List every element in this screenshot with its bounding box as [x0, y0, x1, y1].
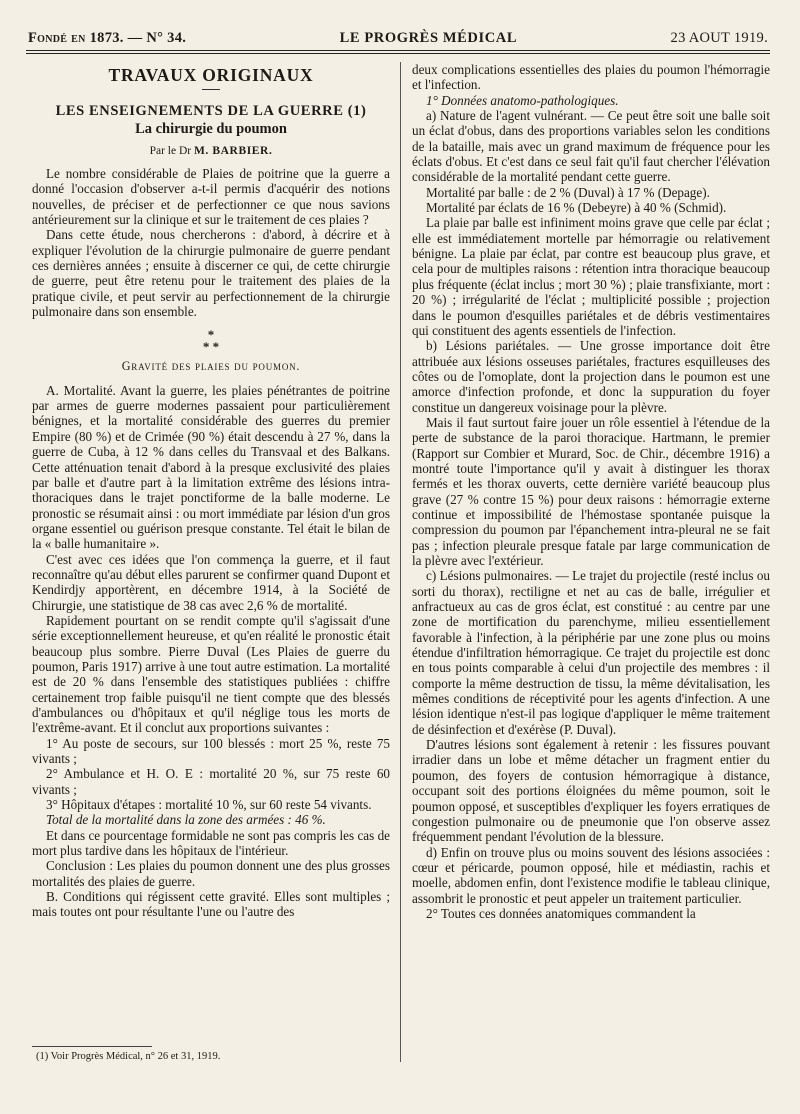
founding-and-issue-number: Fondé en 1873. — N° 34.: [28, 30, 187, 46]
paragraph-associated-lesions: d) Enfin on trouve plus ou moins souvent des lésions associées : cœur et péricarde, poumon opposé, hile et médiastin, rachis et moelle, abdomen enfin, dont l'existence modifie le tableau clinique, assombrit le pronostic et peut appeler un traitement particulier.: [412, 844, 770, 906]
paragraph-other-lesions: D'autres lésions sont également à retenir : les fissures pouvant irradier dans un lobe et même détacher un fragment entier du poumon, des foyers de contusion hémorragique à distance, occupant soit des portions éloignées du même poumon, soit le poumon opposé, et susceptibles d'expliquer les foyers erratiques de congestion pulmonaire ou de pneumonie que l'on observe assez fréquemment pendant l'évolution de la blessure.: [412, 737, 770, 845]
asterism-bottom: * *: [202, 339, 220, 355]
list-item-first-aid-post: 1° Au poste de secours, sur 100 blessés : mort 25 %, reste 75 vivants ;: [32, 735, 390, 767]
header-double-rule: [26, 50, 770, 54]
issue-date: 23 AOUT 1919.: [670, 30, 768, 46]
paragraph-pulmonary-lesions: c) Lésions pulmonaires. — Le trajet du projectile (resté inclus ou sorti du thorax), rectiligne et net au cas de balle, irrégulier et anfractueux au cas de gros éclat, est constitué : au centre par une zone de mortification du parenchyme, milieu essentiellement favorable à l'infection, à la périphérie par une zone plus ou moins étendue d'infiltration hémorragique. Ce trajet du projectile est donc en tous points comparable à celui d'un projectile des membres : il comporte la même destruction de tissu, la même dévitalisation, les mêmes conditions de réceptivité pour les agents d'infection. A une lésion identique n'est-il pas logique d'appliquer le même traitement de désinfection et d'exérèse (P. Duval).: [412, 568, 770, 737]
heading-anatomo-pathology: 1° Données anatomo-pathologiques.: [426, 92, 619, 108]
paragraph-mortality: A. Mortalité. Avant la guerre, les plaies pénétrantes de poitrine par armes de guerre modernes passaient pour particulièrement bénignes, et la mortalité considérable des guerres du premier Empire (80 %) et de Crimée (90 %) était descendu à 27 %, dans la guerre de Cuba, à 12 % dans celles du Transvaal et des Balkans. Cette atténuation tenait d'abord à la presque exclusivité des plaies par balle et d'autre part à la limitation extrême des lésions intra-thoraciques dans le trajet ponctiforme de la balle moderne. Le pronostic se résumait ainsi : ou mort immédiate par lésion d'un gros organe essentiel ou guérison presque constante. Tel était le bilan de la « balle humanitaire ».: [32, 382, 390, 552]
list-item-ambulance: 2° Ambulance et H. O. E : mortalité 20 %, sur 75 reste 60 vivants ;: [32, 766, 390, 797]
mortality-by-shell-fragment: Mortalité par éclats de 16 % (Debeyre) à 40 % (Schmid).: [426, 200, 727, 216]
conclusion-paragraph: Conclusion : Les plaies du poumon donnent une des plus grosses mortalités des plaies de guerre.: [32, 858, 390, 889]
byline: [32, 144, 390, 158]
list-item-stage-hospitals: 3° Hôpitaux d'étapes : mortalité 10 %, sur 60 reste 54 vivants.: [46, 797, 372, 813]
intro-paragraph-1: Le nombre considérable de Plaies de poitrine que la guerre a donné l'occasion d'observer a-t-il permis d'acquérir des notions nouvelles, de préciser et de perfectionner ce que nous savions antérieurement sur la clinique et sur le traitement de ces plaies ?: [32, 166, 390, 228]
paragraph-anatomical-data: 2° Toutes ces données anatomiques commandent la: [426, 905, 696, 921]
left-column: [32, 62, 390, 920]
footnote-rule: [32, 1046, 152, 1047]
footnote: (1) Voir Progrès Médical, n° 26 et 31, 1919.: [36, 1051, 221, 1062]
paragraph-complications: deux complications essentielles des plaies du poumon l'hémorragie et l'infection.: [412, 62, 770, 93]
journal-title: LE PROGRÈS MÉDICAL: [339, 30, 518, 46]
paragraph-open-closed-thorax: Mais il faut surtout faire jouer un rôle essentiel à l'étendue de la perte de substance de la paroi thoracique. Hartmann, le premier (Rapport sur Combier et Murard, Soc. de Chir., décembre 1916) a montré toute l'importance qu'il y avait à distinguer les thorax fermés et les thorax ouverts, cette dernière variété beaucoup plus grave (27 % contre 15 %) pour deux raisons : hémorragie externe continue et impossibilité de l'hémostase spontanée puisque la compression du poumon par l'épanchement intra-pleural ne se fait pas ; infection pleurale presque fatale par large communication de la plèvre avec l'extérieur.: [412, 414, 770, 568]
title-rule: [202, 89, 220, 90]
article-title: LES ENSEIGNEMENTS DE LA GUERRE (1): [55, 103, 367, 119]
subheading-gravity: Gravité des plaies du poumon.: [121, 359, 301, 374]
paragraph-parietal-lesions: b) Lésions pariétales. — Une grosse importance doit être attribuée aux lésions osseuses pariétales, fractures esquilleuses des côtes ou de l'omoplate, dont la projection dans le poumon est une amorce d'infection profonde, et donc la suppuration du foyer constitue un dangereux voisinage pour la plèvre.: [412, 338, 770, 415]
byline-author: M. BARBIER.: [193, 145, 273, 157]
byline-prefix: Par le Dr: [149, 145, 192, 157]
paragraph-duval: Rapidement pourtant on se rendit compte qu'il s'agissait d'une série exceptionnellement heureuse, et qu'en réalité le pronostic était beaucoup plus sombre. Pierre Duval (Les Plaies de guerre du poumon, Paris 1917) arrive à une tout autre estimation. La mortalité est de 20 % dans l'ensemble des statistiques publiées : chiffre certainement trop faible puisqu'il ne tient compte que des blessés d'ambulances ou d'hôpitaux et qu'il néglige tous les morts de l'extrême-avant. Et il conclut aux proportions suivantes :: [32, 612, 390, 736]
section-title: TRAVAUX ORIGINAUX: [108, 65, 314, 85]
paragraph-conditions: B. Conditions qui régissent cette gravité. Elles sont multiples ; mais toutes ont pour résultante l'une ou l'autre des: [32, 889, 390, 920]
column-divider: [400, 62, 401, 1062]
intro-paragraph-2: Dans cette étude, nous chercherons : d'abord, à décrire et à expliquer l'évolution de la chirurgie pulmonaire de guerre pendant ces dernières années ; ensuite à discerner ce qui, de cette chirurgie de guerre, peut être retenu pour le traitement des plaies de la pratique civile, et peut servir au perfectionnement de la chirurgie pulmonaire dans son ensemble.: [32, 227, 390, 320]
asterism-top: *: [207, 327, 215, 343]
asterism: [32, 329, 390, 353]
article-subtitle: La chirurgie du poumon: [135, 121, 287, 137]
right-column: [412, 62, 770, 921]
paragraph-vulnerant-agent: a) Nature de l'agent vulnérant. — Ce peut être soit une balle soit un éclat d'obus, dans des proportions variables selon les conditions de la bataille, mais avec un grand maximum de fréquence pour les éclats d'obus. Et c'est dans ce seul fait qu'il faut chercher l'élévation considérable de la mortalité pendant cette guerre.: [412, 108, 770, 185]
running-head: [28, 30, 768, 47]
paragraph-late-deaths: Et dans ce pourcentage formidable ne sont pas compris les cas de mort plus tardive dans les hôpitaux de l'intérieur.: [32, 827, 390, 859]
paragraph-bullet-vs-fragment: La plaie par balle est infiniment moins grave que celle par éclat ; elle est immédiatement mortelle par hémorragie ou relativement bénigne. La plaie par éclat, par contre est beaucoup plus grave, et cela pour de multiples raisons : rétention intra thoracique beaucoup plus fréquente (éclat inclus ; mort 30 %) ; plaie transfixiante, mort : 20 %) ; irrégularité de l'éclat ; multiplicité possible ; projection dans le poumon d'esquilles pariétales et de débris vestimentaires qui constituent des agents essentiels de l'infection.: [412, 215, 770, 338]
paragraph-early-war: C'est avec ces idées que l'on commença la guerre, et il faut reconnaître qu'au début elles parurent se confirmer quand Dupont et Kendirdjy apportèrent, en décembre 1914, à la Société de Chirurgie, une statistique de 38 cas avec 2,6 % de mortalité.: [32, 551, 390, 613]
mortality-by-bullet: Mortalité par balle : de 2 % (Duval) à 17 % (Depage).: [426, 184, 710, 200]
total-mortality: Total de la mortalité dans la zone des armées : 46 %.: [46, 812, 326, 828]
